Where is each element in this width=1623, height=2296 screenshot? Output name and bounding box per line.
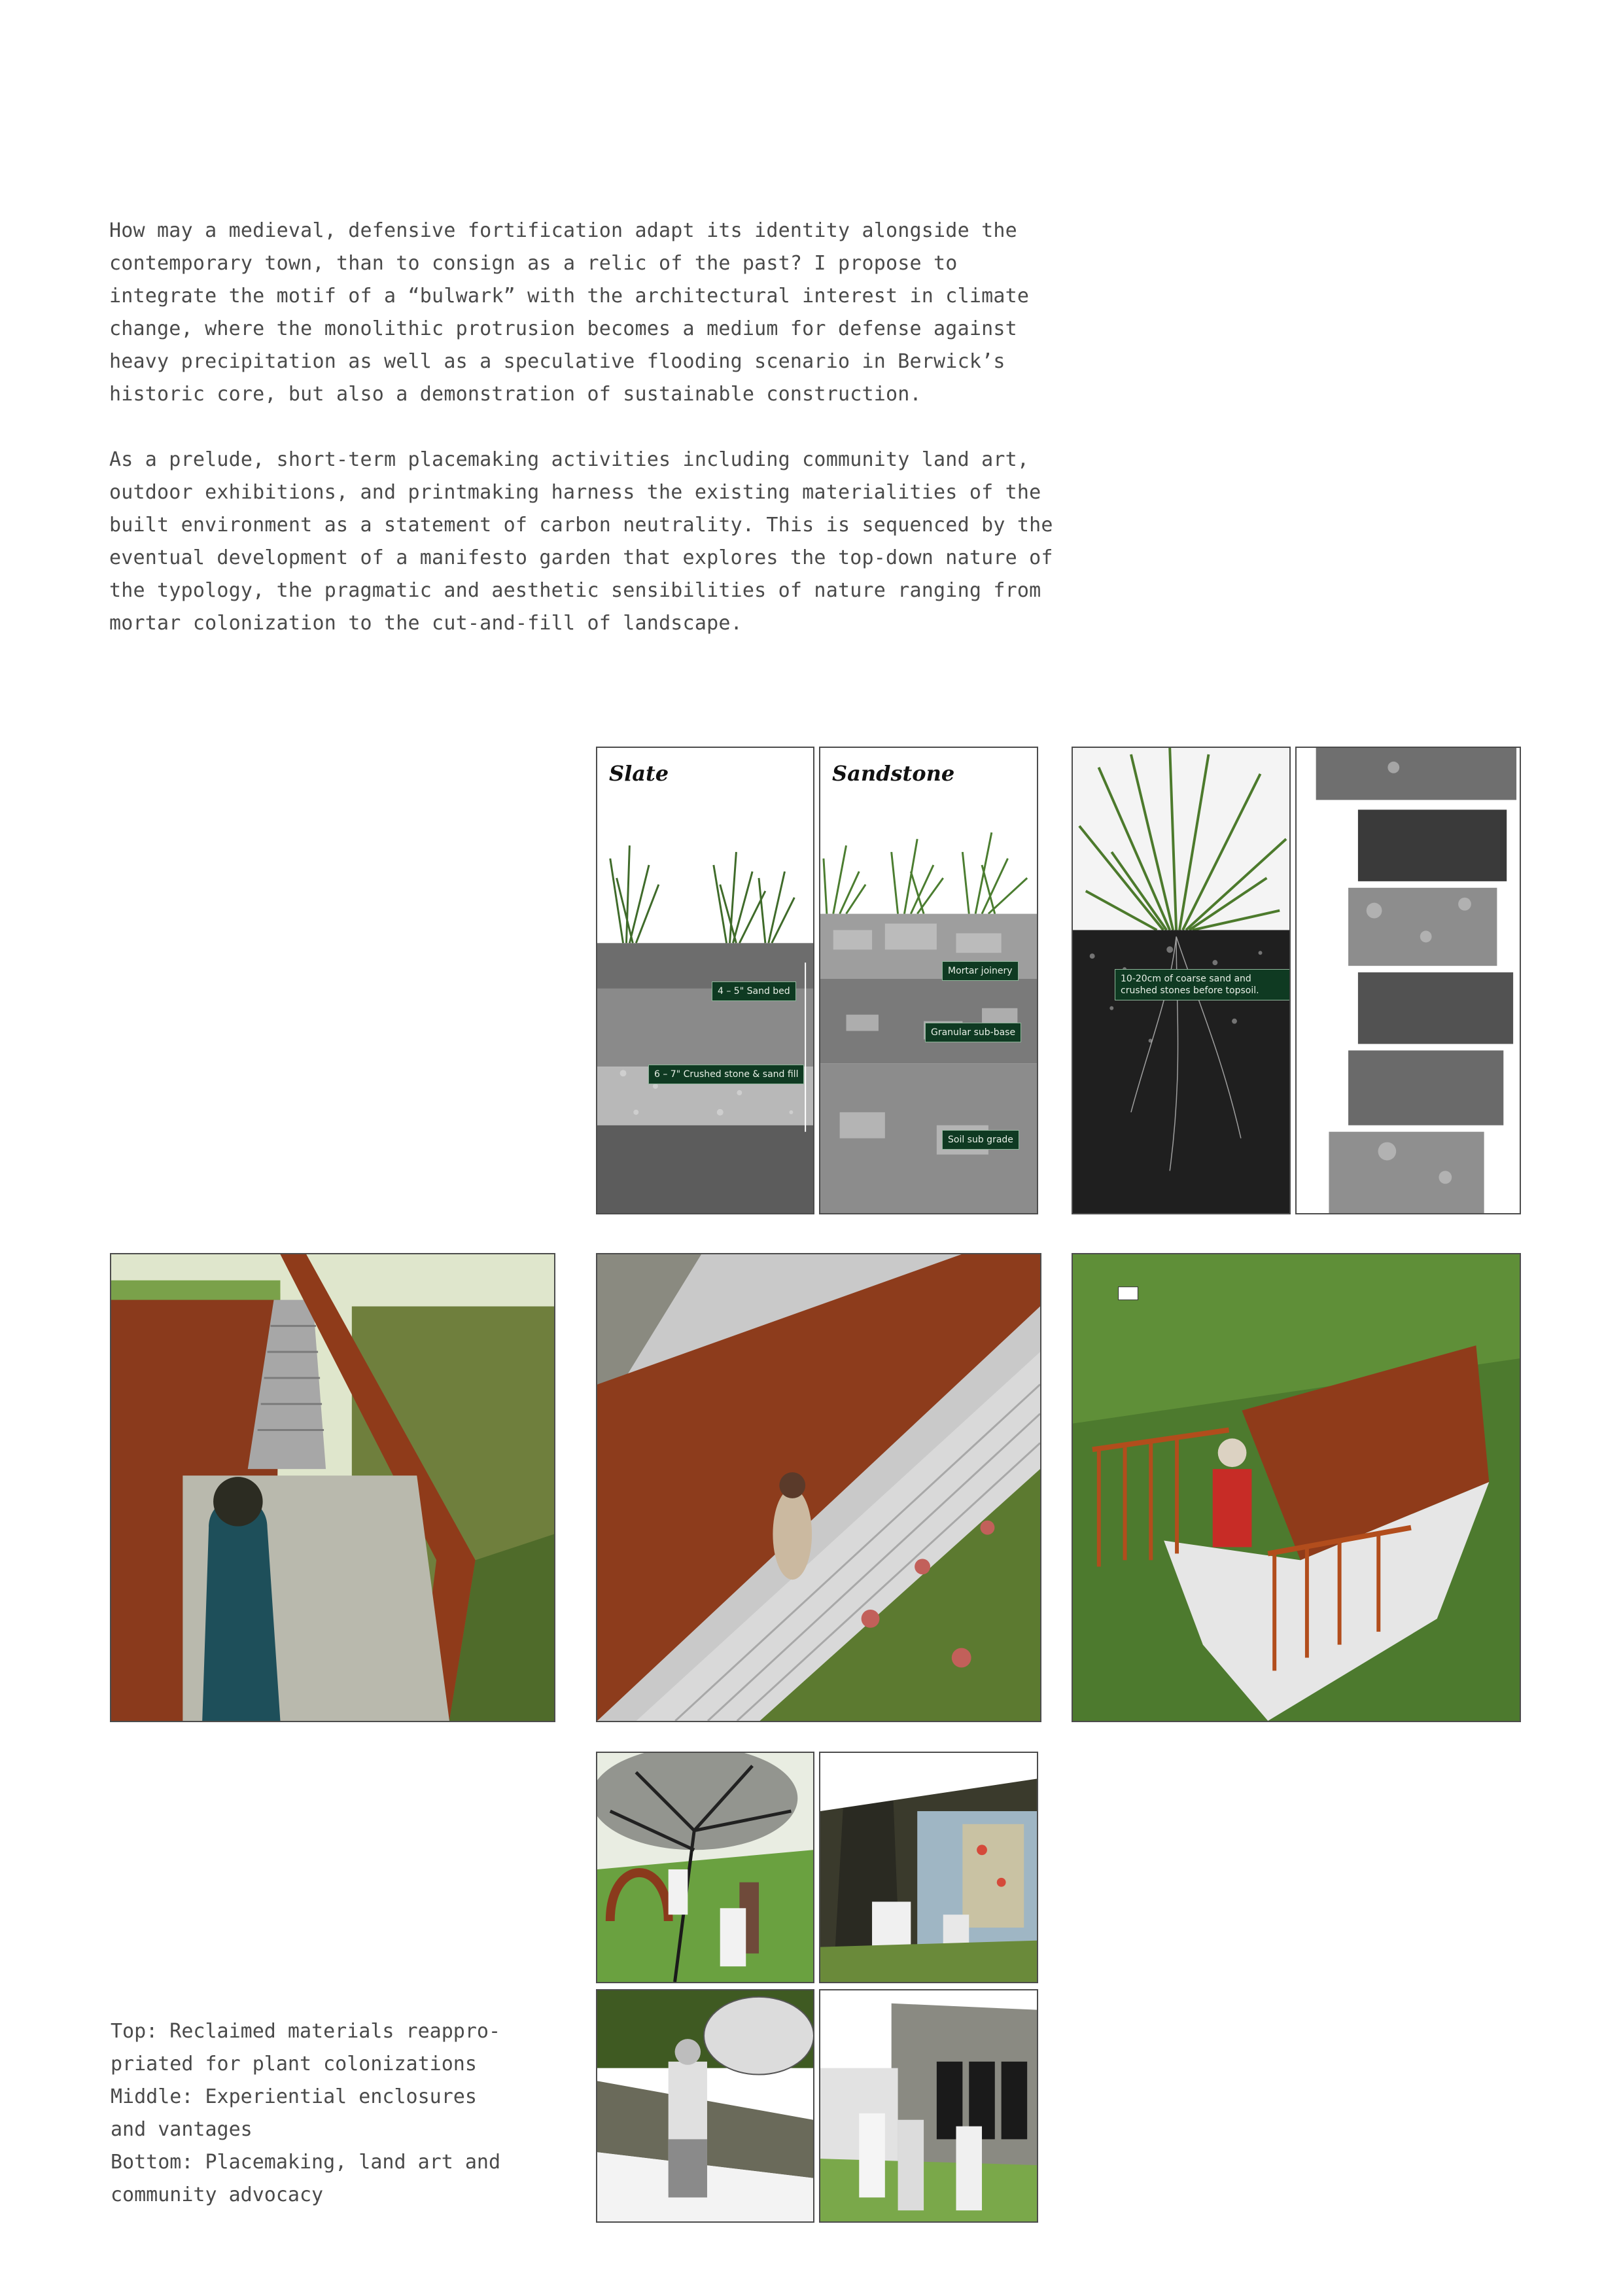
text-line: eventual development of a manifesto garden that explores the top-down nature of — [109, 546, 1053, 569]
topsoil-section-panel — [1072, 747, 1291, 1214]
caption-line: community advocacy — [111, 2183, 324, 2206]
text-line: change, where the monolithic protrusion becomes a medium for defense against — [109, 317, 1017, 340]
text-line: outdoor exhibitions, and printmaking harness the existing materialities of the — [109, 481, 1041, 504]
sandstone-section-panel — [819, 747, 1038, 1214]
text-line: integrate the motif of a “bulwark” with the architectural interest in climate — [109, 285, 1030, 308]
soil-sub-grade-label: Soil sub grade — [942, 1130, 1019, 1150]
corten-staircase-woman-panel — [110, 1253, 555, 1722]
corten-enclosure-grass-panel — [1072, 1253, 1521, 1722]
intro-paragraph-1 — [109, 215, 1030, 411]
caption-line: and vantages — [111, 2118, 253, 2141]
caption-line: Bottom: Placemaking, land art and — [111, 2151, 501, 2174]
caption-line: Top: Reclaimed materials reappro- — [111, 2020, 501, 2043]
granular-sub-base-label: Granular sub-base — [925, 1023, 1021, 1042]
text-line: built environment as a statement of carbon neutrality. This is sequenced by the — [109, 514, 1053, 537]
text-line: the typology, the pragmatic and aesthetic sensibilities of nature ranging from — [109, 579, 1041, 602]
slate-title: Slate — [609, 761, 669, 786]
topsoil-label: 10-20cm of coarse sand and crushed stones before topsoil. — [1115, 969, 1290, 1000]
text-line: historic core, but also a demonstration of sustainable construction. — [109, 383, 922, 406]
stone-wall-panel — [1295, 747, 1521, 1214]
text-line: How may a medieval, defensive fortification adapt its identity alongside the — [109, 219, 1017, 242]
text-line: As a prelude, short-term placemaking activities including community land art, — [109, 448, 1030, 471]
text-line: contemporary town, than to consign as a relic of the past? I propose to — [109, 252, 958, 275]
intro-paragraph-2 — [109, 444, 1053, 640]
exhibition-tree-panel — [819, 1752, 1038, 1983]
caption-line: Middle: Experiential enclosures — [111, 2085, 477, 2108]
outdoor-exhibition-panel — [819, 1989, 1038, 2223]
figure-caption — [111, 2015, 568, 2212]
sandstone-title: Sandstone — [832, 761, 955, 786]
sand-bed-label: 4 – 5" Sand bed — [712, 981, 796, 1001]
land-art-garden-panel — [596, 1752, 814, 1983]
mortar-joinery-label: Mortar joinery — [942, 961, 1019, 981]
slate-section-panel — [596, 747, 814, 1214]
text-line: heavy precipitation as well as a speculative flooding scenario in Berwick’s — [109, 350, 1005, 373]
corten-staircase-runner-panel — [596, 1253, 1041, 1722]
printmaking-wall-panel — [596, 1989, 814, 2223]
text-line: mortar colonization to the cut-and-fill of landscape. — [109, 612, 742, 635]
crushed-stone-label: 6 – 7" Crushed stone & sand fill — [648, 1065, 804, 1084]
caption-line: priated for plant colonizations — [111, 2053, 477, 2075]
